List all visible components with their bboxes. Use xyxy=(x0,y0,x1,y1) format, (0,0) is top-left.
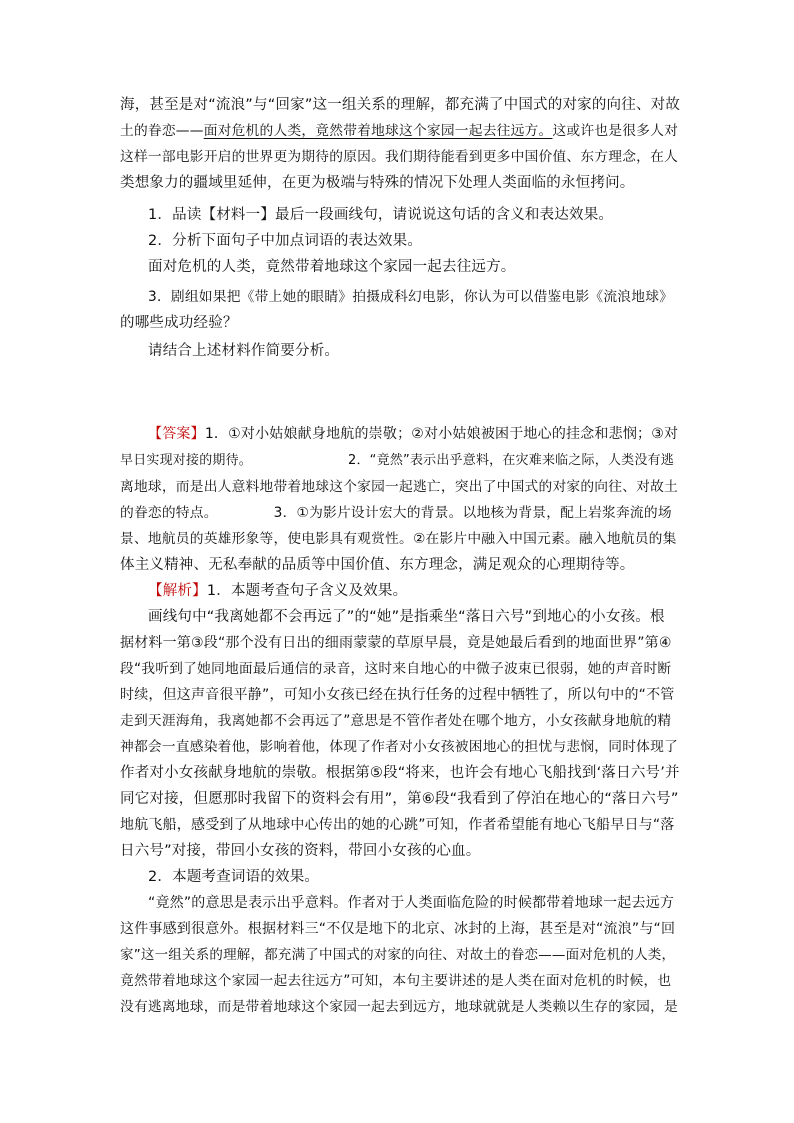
analysis-line-6: 走到天涯海角，我离她都不会再远了”意思是不管作者处在哪个地方，小女孩献身地航的精 xyxy=(120,713,672,729)
answer-label: 【答案】 xyxy=(148,426,205,442)
analysis-line-13: “竟然”的意思是表示出乎意料。作者对于人类面临危险的时候都带着地球一起去远方 xyxy=(148,895,675,911)
underlined-sentence: 面对危机的人类，竟然带着地球这个家园一起去往远方。 xyxy=(203,123,553,139)
question-3-line-1: 3．剧组如果把《带上她的眼睛》拍摄成科幻电影，你认为可以借鉴电影《流浪地球》 xyxy=(148,289,674,305)
analysis-line-11: 日六号”对接，带回小女孩的资料，带回小女孩的心血。 xyxy=(120,843,481,859)
material-line-2 xyxy=(120,121,678,141)
answer-text-2b: 2．“竟然”表示出乎意料，在灾难来临之际，人类没有逃 xyxy=(348,453,674,468)
material-line-2-start: 土的眷恋—— xyxy=(120,123,204,139)
analysis-line-15: 家”这一组关系的理解，都充满了中国式的对家的向往、对故土的眷恋——面对危机的人类， xyxy=(120,947,676,963)
answer-line-2 xyxy=(120,451,674,471)
analysis-line-17: 没有逃离地球，而是带着地球这个家园一起去到远方，地球就就是人类赖以生存的家园，是 xyxy=(120,999,679,1015)
material-line-1: 海，甚至是对“流浪”与“回家”这一组关系的理解，都充满了中国式的对家的向往、对故 xyxy=(120,97,681,113)
analysis-line-2: 画线句中“我离她都不会再远了”的“她”是指乘坐“落日六号”到地心的小女孩。根 xyxy=(148,609,665,625)
analysis-line-3: 据材料一第③段“那个没有日出的细雨蒙蒙的草原早晨，竟是她最后看到的地面世界”第④ xyxy=(120,635,672,651)
question-3-line-2: 的哪些成功经验？ xyxy=(120,315,238,331)
analysis-label: 【解析】 xyxy=(148,583,207,599)
analysis-line-9: 同它对接，但愿那时我留下的资料会有用”，第⑥段“我看到了停泊在地心的“落日六号” xyxy=(120,791,679,807)
answer-line-4 xyxy=(120,503,672,523)
analysis-line-10: 地航飞船，感受到了从地球中心传出的她的心跳”可知，作者希望能有地心飞船早日与“落 xyxy=(120,817,675,833)
analysis-line-12: 2．本题考查词语的效果。 xyxy=(148,869,320,885)
answer-line-5: 景、地航员的英雄形象等，使电影具有观赏性。②在影片中融入中国元素。融入地航员的集 xyxy=(120,531,677,547)
answer-line-1 xyxy=(148,424,678,444)
question-3-line-3: 请结合上述材料作简要分析。 xyxy=(148,343,340,359)
answer-text-2a: 早日实现对接的期待。 xyxy=(120,453,253,468)
analysis-line-16: 竟然带着地球这个家园一起去往远方”可知，本句主要讲述的是人类在面对危机的时候，也 xyxy=(120,973,672,989)
analysis-line-1 xyxy=(148,581,407,601)
answer-text-1: 1．①对小姑娘献身地航的崇敬；②对小姑娘被困于地心的挂念和悲悯；③对 xyxy=(204,426,679,442)
question-2-sentence: 面对危机的人类，竟然带着地球这个家园一起去往远方。 xyxy=(148,259,516,275)
answer-text-4a: 的眷恋的特点。 xyxy=(120,505,218,521)
question-1: 1．品读【材料一】最后一段画线句，请说说这句话的含义和表达效果。 xyxy=(148,207,614,223)
material-line-3: 这样一部电影开启的世界更为期待的原因。我们期待能看到更多中国价值、东方理念，在人 xyxy=(120,149,679,165)
material-line-4: 类想象力的疆域里延伸，在更为极端与特殊的情况下处理人类面临的永恒拷问。 xyxy=(120,175,635,191)
analysis-line-8: 作者对小女孩献身地航的崇敬。根据第⑤段“将来，也许会有地心飞船找到‘落日六号’并 xyxy=(120,765,680,781)
question-2: 2．分析下面句子中加点词语的表达效果。 xyxy=(148,233,423,249)
analysis-line-5: 时续，但这声音很平静”，可知小女孩已经在执行任务的过程中牺牲了，所以句中的“不管 xyxy=(120,687,675,703)
answer-line-3: 离地球，而是出人意料地带着地球这个家园一起逃亡，突出了中国式的对家的向往、对故土 xyxy=(120,479,679,495)
analysis-line-14: 这件事感到很意外。根据材料三“不仅是地下的北京、冰封的上海，甚至是对“流浪”与“回 xyxy=(120,921,676,937)
analysis-text-1: 1．本题考查句子含义及效果。 xyxy=(206,583,408,599)
answer-line-6: 体主义精神、无私奉献的品质等中国价值、东方理念，满足观众的心理期待等。 xyxy=(120,557,635,573)
analysis-line-4: 段“我听到了她同地面最后通信的录音，这时来自地心的中微子波束已很弱，她的声音时断 xyxy=(120,661,672,677)
analysis-line-7: 神都会一直感染着他，影响着他，体现了作者对小女孩被困地心的担忧与悲悯，同时体现了 xyxy=(120,739,679,755)
answer-text-4b: 3．①为影片设计宏大的背景。以地核为背景，配上岩浆奔流的场 xyxy=(273,505,672,521)
material-line-2-end: 这或许也是很多人对 xyxy=(552,123,679,139)
